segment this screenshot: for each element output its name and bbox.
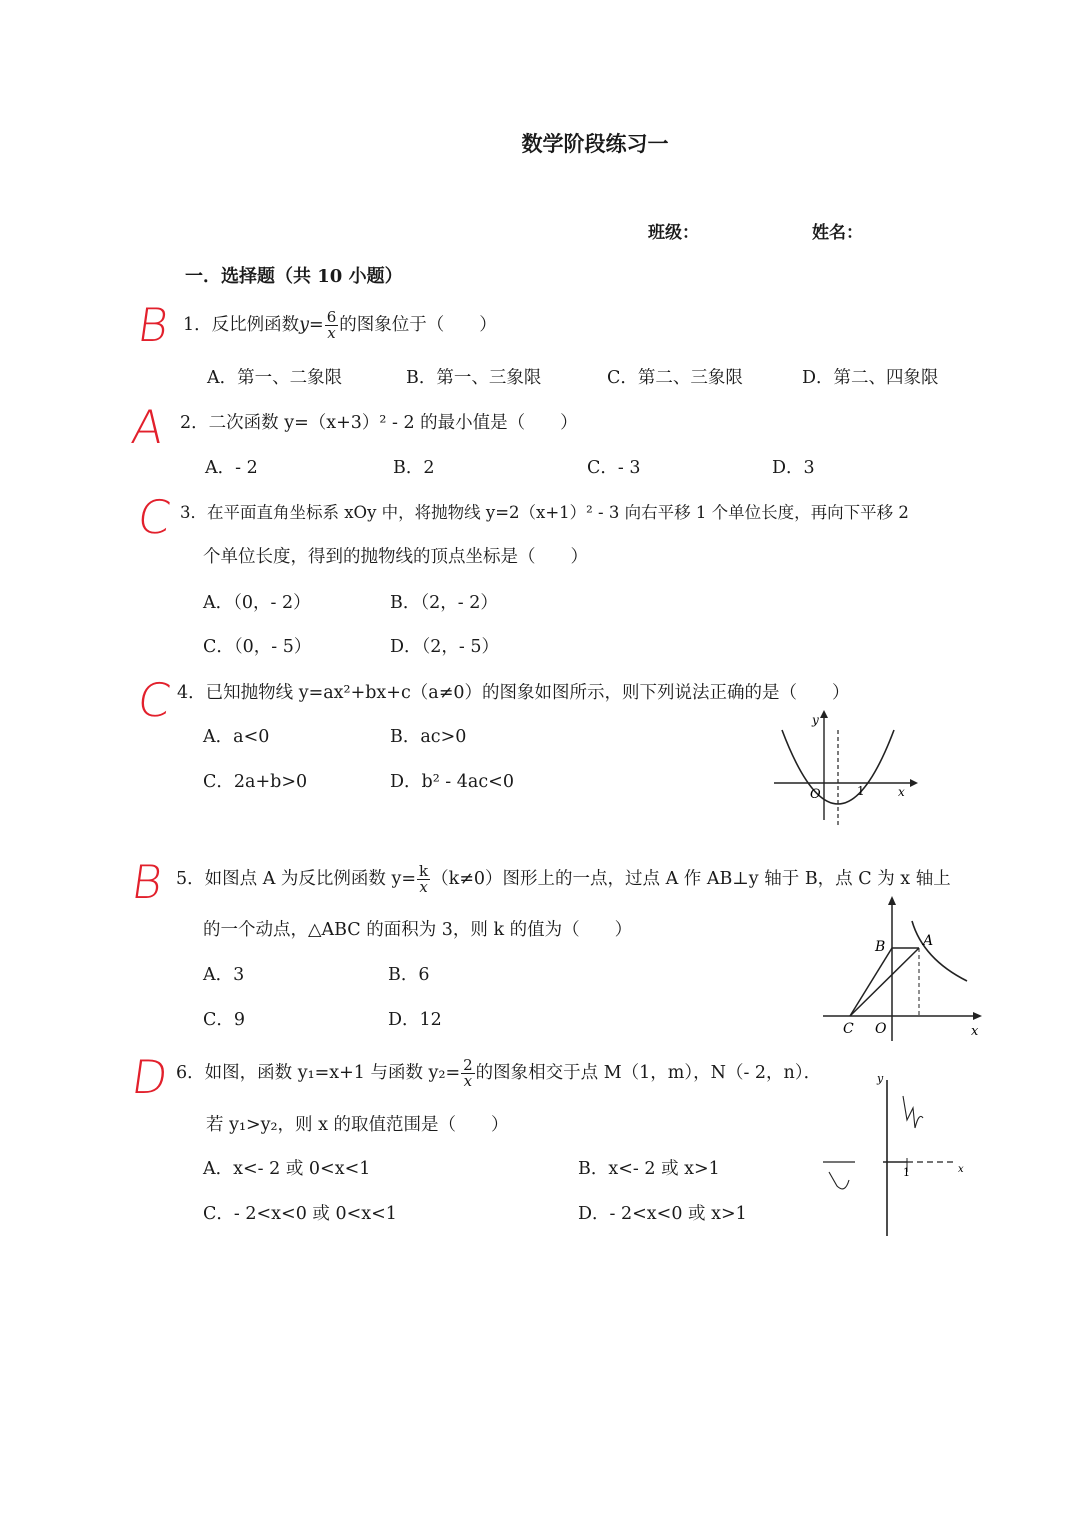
question-1 [183, 310, 497, 341]
question-text: 二次函数 y=（x+3）² - 2 的最小值是（ ） [208, 413, 578, 433]
graph-one-label: 1 [857, 784, 865, 798]
q4-option-c: C．2a+b>0 [203, 772, 308, 792]
handwritten-answer-3: C [134, 490, 174, 544]
q5-option-a: A．3 [203, 965, 245, 985]
page-title: 数学阶段练习一 [521, 131, 669, 156]
q6-option-d: D．- 2<x<0 或 x>1 [578, 1204, 747, 1224]
q3-option-c: C．（0，- 5） [203, 637, 312, 657]
handwritten-answer-1: B [134, 298, 172, 352]
fraction-numerator: 2 [463, 1056, 473, 1074]
question-5 [176, 864, 951, 895]
graph-x-label: x [958, 1164, 964, 1175]
handwritten-answer-6: D [128, 1050, 172, 1104]
q1-option-c: C．第二、三象限 [607, 368, 743, 388]
hyperbola-curve [912, 921, 967, 981]
fraction [417, 864, 430, 895]
q3-option-a: A．（0，- 2） [203, 593, 311, 613]
question-text: 如图，函数 y₁=x+1 与函数 y₂= [204, 1063, 461, 1083]
question-3-line2: 个单位长度，得到的抛物线的顶点坐标是（ ） [203, 547, 588, 567]
fraction-denominator: x [463, 1072, 473, 1090]
point-b-label: B [875, 939, 886, 955]
question-4 [177, 679, 850, 704]
graph-y-label: y [877, 1072, 884, 1085]
q2-option-d: D．3 [772, 458, 815, 478]
segment-cb [850, 948, 892, 1016]
question-2 [180, 409, 578, 434]
fraction [461, 1058, 475, 1089]
question-number: 6． [176, 1063, 205, 1083]
question-number: 5． [176, 869, 205, 889]
fraction-numerator: k [419, 862, 429, 880]
q4-option-a: A．a<0 [203, 727, 270, 747]
parabola-graph [760, 708, 920, 828]
graph-x-label: x [898, 785, 905, 799]
handwritten-answer-2: A [128, 400, 168, 454]
q6-option-c: C．- 2<x<0 或 0<x<1 [203, 1204, 397, 1224]
q1-option-a: A．第一、二象限 [207, 368, 343, 388]
fraction-numerator: 6 [326, 308, 337, 326]
graph-y-label: y [812, 713, 819, 727]
y-axis-arrow [820, 710, 828, 718]
question-text-line1: 在平面直角坐标系 xOy 中，将抛物线 y=2（x+1）² - 3 向右平移 1 个单位长度，再向下平移 2 [207, 503, 909, 522]
point-c-label: C [843, 1021, 854, 1037]
q4-option-b: B．ac>0 [390, 727, 467, 747]
question-text: 已知抛物线 y=ax²+bx+c（a≠0）的图象如图所示，则下列说法正确的是（ ） [205, 683, 850, 703]
q2-option-a: A．- 2 [205, 458, 258, 478]
sketch-tick [903, 1096, 923, 1128]
graph-one-label: 1 [903, 1166, 910, 1179]
x-axis-arrow [973, 1012, 982, 1020]
q5-option-d: D．12 [388, 1010, 442, 1030]
q6-option-b: B．x<- 2 或 x>1 [578, 1159, 720, 1179]
handwritten-answer-4: C [134, 673, 174, 727]
fraction-denominator: x [327, 324, 336, 342]
question-number: 2． [180, 413, 209, 433]
question-text: 如图点 A 为反比例函数 y= [204, 869, 417, 889]
origin-label: O [875, 1021, 887, 1037]
question-text: 反比例函数 [211, 315, 300, 335]
point-a-label: A [923, 933, 934, 949]
y-axis-arrow [888, 896, 896, 905]
q1-option-d: D．第二、四象限 [802, 368, 939, 388]
question-6-line2: 若 y₁>y₂，则 x 的取值范围是（ ） [206, 1115, 509, 1135]
x-axis-label: x [971, 1024, 979, 1039]
question-text-end: （k≠0）图形上的一点，过点 A 作 AB⊥y 轴于 B，点 C 为 x 轴上 [431, 869, 951, 889]
q3-option-b: B．（2，- 2） [390, 593, 498, 613]
fraction [325, 310, 339, 341]
name-field-label: 姓名： [812, 223, 863, 243]
graph-origin-label: O [810, 787, 821, 802]
hyperbola-triangle-graph [815, 893, 985, 1043]
class-field-label: 班级： [648, 223, 699, 243]
handwritten-answer-5: B [128, 855, 166, 909]
question-number: 3． [180, 503, 207, 522]
q5-option-b: B．6 [388, 965, 430, 985]
function-expression: y= [299, 315, 324, 335]
segment-ca [850, 948, 919, 1016]
fraction-denominator: x [419, 878, 428, 896]
q3-option-d: D．（2，- 5） [390, 637, 500, 657]
question-text-end: 的图象相交于点 M（1，m），N（- 2，n）． [475, 1063, 822, 1083]
question-5-line2: 的一个动点，△ABC 的面积为 3，则 k 的值为（ ） [203, 920, 633, 940]
question-number: 1． [183, 315, 212, 335]
q2-option-c: C．- 3 [587, 458, 641, 478]
question-number: 4． [177, 683, 206, 703]
question-6 [176, 1058, 821, 1089]
question-text-end: 的图象位于（ ） [339, 315, 497, 335]
q1-option-b: B．第一、三象限 [406, 368, 542, 388]
x-axis-arrow [910, 779, 918, 787]
q6-option-a: A．x<- 2 或 0<x<1 [203, 1159, 371, 1179]
section-title: 一．选择题（共 10 小题） [185, 266, 403, 287]
q5-option-c: C．9 [203, 1010, 246, 1030]
q4-option-d: D．b² - 4ac<0 [390, 772, 514, 792]
function-sketch-graph [815, 1068, 975, 1243]
q2-option-b: B．2 [393, 458, 435, 478]
sketch-curve [829, 1172, 849, 1189]
question-3 [180, 499, 909, 523]
